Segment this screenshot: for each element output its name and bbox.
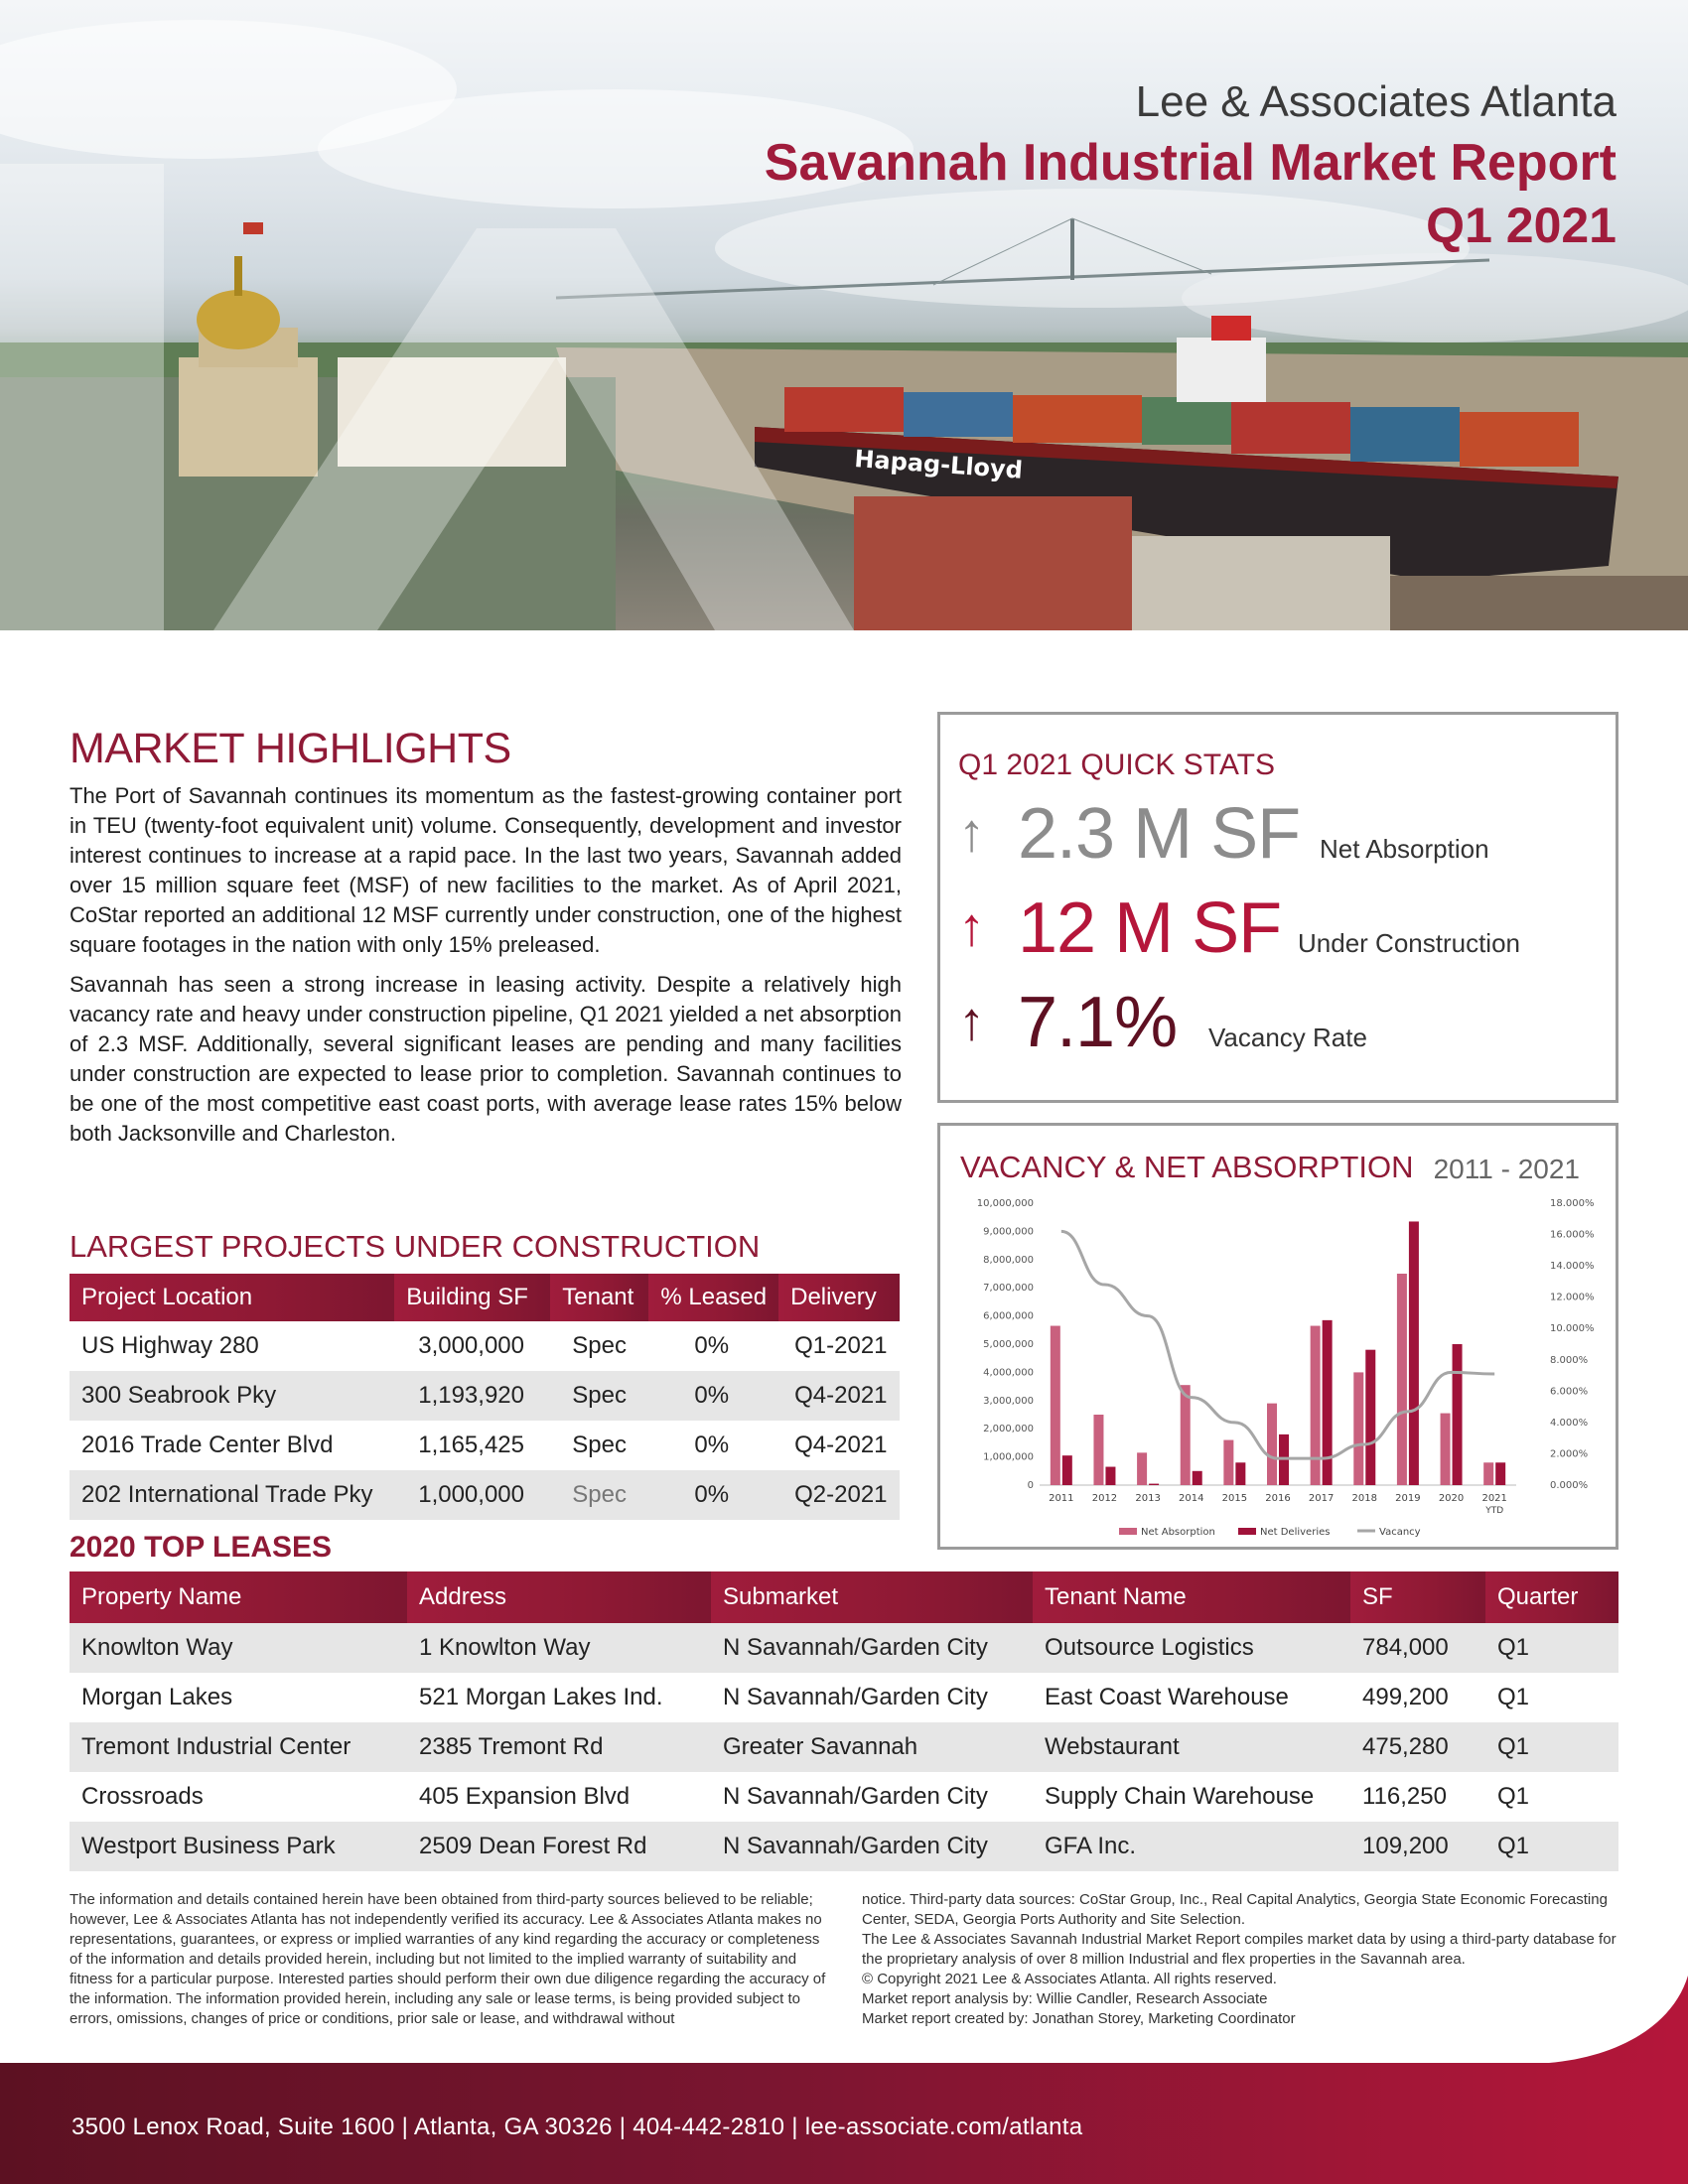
legend-label: Net Deliveries [1260, 1527, 1331, 1538]
legend-swatch [1119, 1528, 1137, 1535]
y2-tick-label: 4.000% [1550, 1417, 1589, 1429]
table-cell: Spec [550, 1371, 648, 1421]
y2-tick-label: 14.000% [1550, 1261, 1595, 1273]
bar-net-absorption [1353, 1372, 1363, 1485]
market-highlights [70, 725, 902, 1159]
disclaimer-line: The Lee & Associates Savannah Industrial Market Report compiles market data by using a third-party database for the proprietary analysis of over 8 million Industrial and flex properties in the Savannah area. [862, 1931, 1617, 1968]
up-arrow-icon: ↑ [958, 992, 985, 1051]
bar-net-absorption [1397, 1274, 1407, 1485]
column-header: Tenant Name [1033, 1571, 1350, 1623]
y-tick-label: 9,000,000 [983, 1226, 1034, 1238]
bar-net-absorption [1441, 1414, 1451, 1485]
table-cell: Outsource Logistics [1033, 1623, 1350, 1673]
table-row [70, 1673, 1618, 1722]
table-cell: Supply Chain Warehouse [1045, 1783, 1315, 1810]
table-cell: 521 Morgan Lakes Ind. [419, 1684, 663, 1710]
y-tick-label: 5,000,000 [983, 1339, 1034, 1350]
highlights-heading: MARKET HIGHLIGHTS [70, 725, 511, 772]
table-cell: Crossroads [81, 1783, 204, 1810]
y-tick-label: 8,000,000 [983, 1254, 1034, 1266]
column-header: Building SF [394, 1274, 550, 1321]
table-cell: 0% [694, 1432, 730, 1458]
quick-stats-box [937, 712, 1618, 1103]
y2-tick-label: 2.000% [1550, 1448, 1589, 1460]
column-header: % Leased [648, 1274, 778, 1321]
table-row [70, 1470, 900, 1520]
table-cell: 499,200 [1362, 1684, 1449, 1710]
y-tick-label: 3,000,000 [983, 1395, 1034, 1407]
table-cell: Q1 [1485, 1623, 1618, 1673]
table-row [70, 1722, 1618, 1772]
table-cell: Q4-2021 [794, 1432, 888, 1458]
bar-net-deliveries [1149, 1484, 1159, 1485]
bar-net-deliveries [1193, 1471, 1202, 1485]
disclaimer-line: Market report created by: Jonathan Storey, Marketing Coordinator [862, 2010, 1296, 2027]
table-cell: Spec [572, 1432, 627, 1458]
bar-net-absorption [1051, 1326, 1060, 1485]
table-cell: Q1 [1485, 1822, 1618, 1871]
table-cell: Tremont Industrial Center [70, 1722, 407, 1772]
stat-label: Vacancy Rate [1208, 1023, 1367, 1052]
table-row [70, 1371, 900, 1421]
bar-net-absorption [1483, 1462, 1493, 1485]
table-cell: 2509 Dean Forest Rd [407, 1822, 711, 1871]
footer-contact: 3500 Lenox Road, Suite 1600 | Atlanta, GA 30326 | 404-442-2810 | lee-associate.com/atlanta [71, 2114, 1083, 2140]
y-tick-label: 6,000,000 [983, 1310, 1034, 1322]
table-cell: 2385 Tremont Rd [407, 1722, 711, 1772]
table-cell: Q1 [1497, 1783, 1530, 1810]
table-cell: 202 International Trade Pky [70, 1470, 394, 1520]
bar-net-absorption [1223, 1440, 1233, 1485]
table-cell: Morgan Lakes [81, 1684, 233, 1710]
column-header: SF [1350, 1571, 1485, 1623]
y-tick-label: 2,000,000 [983, 1424, 1034, 1435]
leases-heading: 2020 TOP LEASES [70, 1531, 333, 1564]
y-tick-label: 0 [1027, 1480, 1034, 1491]
construction-heading: LARGEST PROJECTS UNDER CONSTRUCTION [70, 1229, 761, 1264]
table-cell: East Coast Warehouse [1045, 1684, 1289, 1710]
table-cell: 1,193,920 [394, 1371, 550, 1421]
table-cell: 0% [694, 1332, 730, 1359]
y2-tick-label: 0.000% [1550, 1480, 1589, 1491]
table-cell: Spec [550, 1470, 648, 1520]
x-tick-sublabel: YTD [1485, 1506, 1504, 1516]
bar-net-absorption [1093, 1415, 1103, 1485]
column-header: Delivery [778, 1274, 900, 1321]
table-cell: Q1 [1485, 1722, 1618, 1772]
footer-swoosh [0, 1966, 1688, 2065]
table-cell: GFA Inc. [1033, 1822, 1350, 1871]
y-tick-label: 7,000,000 [983, 1283, 1034, 1295]
column-header: Project Location [70, 1274, 394, 1321]
legend-swatch [1238, 1528, 1256, 1535]
column-header: Tenant [550, 1274, 648, 1321]
highlights-paragraph: Savannah has seen a strong increase in leasing activity. Despite a relatively high vacancy rate and heavy under construction pipeline, Q1 2021 yielded a net absorption of 2.3 MSF. Additionally, several significant leases are pending and many facilities under construction are expected to lease prior to completion. Savannah continues to be one of the most competitive east coast ports, with average lease rates 15% below both Jacksonville and Charleston. [70, 972, 902, 1146]
disclaimer-left: The information and details contained herein have been obtained from third-party sources believed to be reliable; however, Lee & Associates Atlanta has not independently verified its accuracy. Lee & Associates Atlanta makes no representations, guarantees, or express or implied warranties of any kind regarding the accuracy or completeness of the information and details provided herein, including but not limited to the implied warranty of suitability and fitness for a particular purpose. Interested parties should perform their own due diligence regarding the accuracy of the information. The information provided herein, including any sale or lease terms, is being provided subject to errors, omissions, changes of price or conditions, prior sale or lease, and withdrawal without [70, 1891, 826, 2027]
table-cell: N Savannah/Garden City [723, 1684, 988, 1710]
column-header: Submarket [711, 1571, 1033, 1623]
table-cell: 475,280 [1350, 1722, 1485, 1772]
table-cell: N Savannah/Garden City [711, 1822, 1033, 1871]
table-row [70, 1822, 1618, 1871]
highlights-paragraph: The Port of Savannah continues its momentum as the fastest-growing container port in TEU (twenty-foot equivalent unit) volume. Consequently, development and investor interest continues to increase at a rapid pace. In the last two years, Savannah added over 15 million square feet (MSF) of new facilities to the market. As of April 2021, CoStar reported an additional 12 MSF currently under construction, one of the highest square footages in the nation with only 15% preleased. [70, 783, 902, 957]
x-tick-label: 2011 [1049, 1493, 1074, 1504]
svg-text:Hapag-Lloyd: Hapag-Lloyd [853, 445, 1024, 484]
table-cell: 1,000,000 [394, 1470, 550, 1520]
table-cell: 1,165,425 [418, 1432, 524, 1458]
top-leases-table [70, 1571, 1618, 1871]
table-row [70, 1623, 1618, 1673]
table-header-row [70, 1274, 900, 1321]
quick-stats-heading: Q1 2021 QUICK STATS [958, 749, 1275, 781]
table-cell: Spec [572, 1332, 627, 1359]
table-cell: Q1 [1497, 1684, 1530, 1710]
bar-net-absorption [1267, 1404, 1277, 1485]
table-cell: 300 Seabrook Pky [70, 1371, 394, 1421]
table-cell: Q4-2021 [778, 1371, 900, 1421]
table-cell: Q2-2021 [778, 1470, 900, 1520]
column-header: Property Name [70, 1571, 407, 1623]
table-header-row [70, 1571, 1618, 1623]
y2-tick-label: 6.000% [1550, 1386, 1589, 1398]
y-tick-label: 4,000,000 [983, 1367, 1034, 1379]
table-cell: Webstaurant [1033, 1722, 1350, 1772]
chart-canvas [940, 1126, 1616, 1547]
table-cell: 3,000,000 [418, 1332, 524, 1359]
stat-value: 12 M SF [1018, 888, 1282, 968]
hero-banner [0, 0, 1688, 630]
stat-under-construction [958, 887, 1596, 981]
report-quarter: Q1 2021 [1426, 198, 1617, 253]
vacancy-absorption-chart [937, 1123, 1618, 1550]
x-tick-label: 2018 [1351, 1493, 1377, 1504]
stat-label: Net Absorption [1320, 834, 1489, 864]
x-tick-label: 2020 [1438, 1493, 1465, 1504]
chart-range: 2011 - 2021 [1433, 1154, 1580, 1184]
table-row [70, 1421, 900, 1470]
stat-value: 7.1% [1018, 983, 1178, 1062]
column-header: Address [407, 1571, 711, 1623]
chart-title: VACANCY & NET ABSORPTION [960, 1150, 1414, 1184]
table-cell: Knowlton Way [70, 1623, 407, 1673]
y2-tick-label: 18.000% [1550, 1198, 1595, 1209]
table-row [70, 1772, 1618, 1822]
up-arrow-icon: ↑ [958, 897, 985, 957]
bar-net-deliveries [1062, 1455, 1072, 1485]
company-name: Lee & Associates Atlanta [1135, 77, 1617, 126]
bar-net-absorption [1311, 1326, 1321, 1485]
table-cell: 0% [648, 1470, 778, 1520]
bar-net-deliveries [1495, 1462, 1505, 1485]
table-cell: 784,000 [1350, 1623, 1485, 1673]
stat-vacancy-rate [958, 981, 1596, 1075]
bar-net-deliveries [1409, 1221, 1419, 1485]
disclaimer-line: © Copyright 2021 Lee & Associates Atlanta. All rights reserved. [862, 1971, 1277, 1987]
x-tick-label: 2014 [1179, 1493, 1204, 1504]
table-cell: N Savannah/Garden City [723, 1783, 988, 1810]
stat-value: 2.3 M SF [1018, 794, 1301, 874]
table-cell: 109,200 [1350, 1822, 1485, 1871]
table-cell: 2016 Trade Center Blvd [81, 1432, 334, 1458]
table-cell: 405 Expansion Blvd [419, 1783, 631, 1810]
column-header: Quarter [1485, 1571, 1618, 1623]
x-tick-label: 2019 [1395, 1493, 1421, 1504]
x-tick-label: 2013 [1135, 1493, 1161, 1504]
x-tick-label: 2015 [1221, 1493, 1248, 1504]
table-cell: 1 Knowlton Way [407, 1623, 711, 1673]
table-cell: 116,250 [1362, 1783, 1447, 1810]
disclaimer-line: Market report analysis by: Willie Candler, Research Associate [862, 1990, 1268, 2007]
stat-label: Under Construction [1298, 928, 1520, 958]
y2-tick-label: 12.000% [1550, 1292, 1595, 1303]
table-row [70, 1321, 900, 1371]
bar-net-deliveries [1365, 1350, 1375, 1485]
bar-net-deliveries [1453, 1344, 1463, 1485]
report-title: Savannah Industrial Market Report [764, 134, 1617, 192]
table-cell: N Savannah/Garden City [711, 1623, 1033, 1673]
x-tick-label: 2021 [1481, 1493, 1507, 1504]
bar-net-absorption [1181, 1385, 1191, 1485]
y-tick-label: 10,000,000 [976, 1198, 1034, 1209]
table-cell: US Highway 280 [81, 1332, 259, 1359]
y2-tick-label: 16.000% [1550, 1229, 1595, 1241]
y2-tick-label: 8.000% [1550, 1354, 1589, 1366]
legend-label: Vacancy [1379, 1527, 1421, 1538]
bar-net-deliveries [1105, 1467, 1115, 1485]
disclaimer-line: notice. Third-party data sources: CoStar Group, Inc., Real Capital Analytics, Georgia State Economic Forecasting Center, SEDA, Georgia Ports Authority and Site Selection. [862, 1891, 1608, 1928]
stat-net-absorption [958, 792, 1596, 887]
vacancy-line [1061, 1231, 1494, 1458]
x-tick-label: 2016 [1265, 1493, 1291, 1504]
bar-net-absorption [1137, 1452, 1147, 1485]
x-tick-label: 2012 [1091, 1493, 1118, 1504]
bar-net-deliveries [1323, 1320, 1333, 1485]
construction-table [70, 1274, 900, 1520]
table-cell: Westport Business Park [70, 1822, 407, 1871]
table-cell: 0% [648, 1371, 778, 1421]
legend-label: Net Absorption [1141, 1527, 1215, 1538]
bar-net-deliveries [1235, 1462, 1245, 1485]
x-tick-label: 2017 [1308, 1493, 1335, 1504]
table-cell: Q1-2021 [794, 1332, 888, 1359]
table-cell: Greater Savannah [711, 1722, 1033, 1772]
up-arrow-icon: ↑ [958, 803, 985, 863]
y2-tick-label: 10.000% [1550, 1323, 1595, 1335]
y-tick-label: 1,000,000 [983, 1451, 1034, 1463]
